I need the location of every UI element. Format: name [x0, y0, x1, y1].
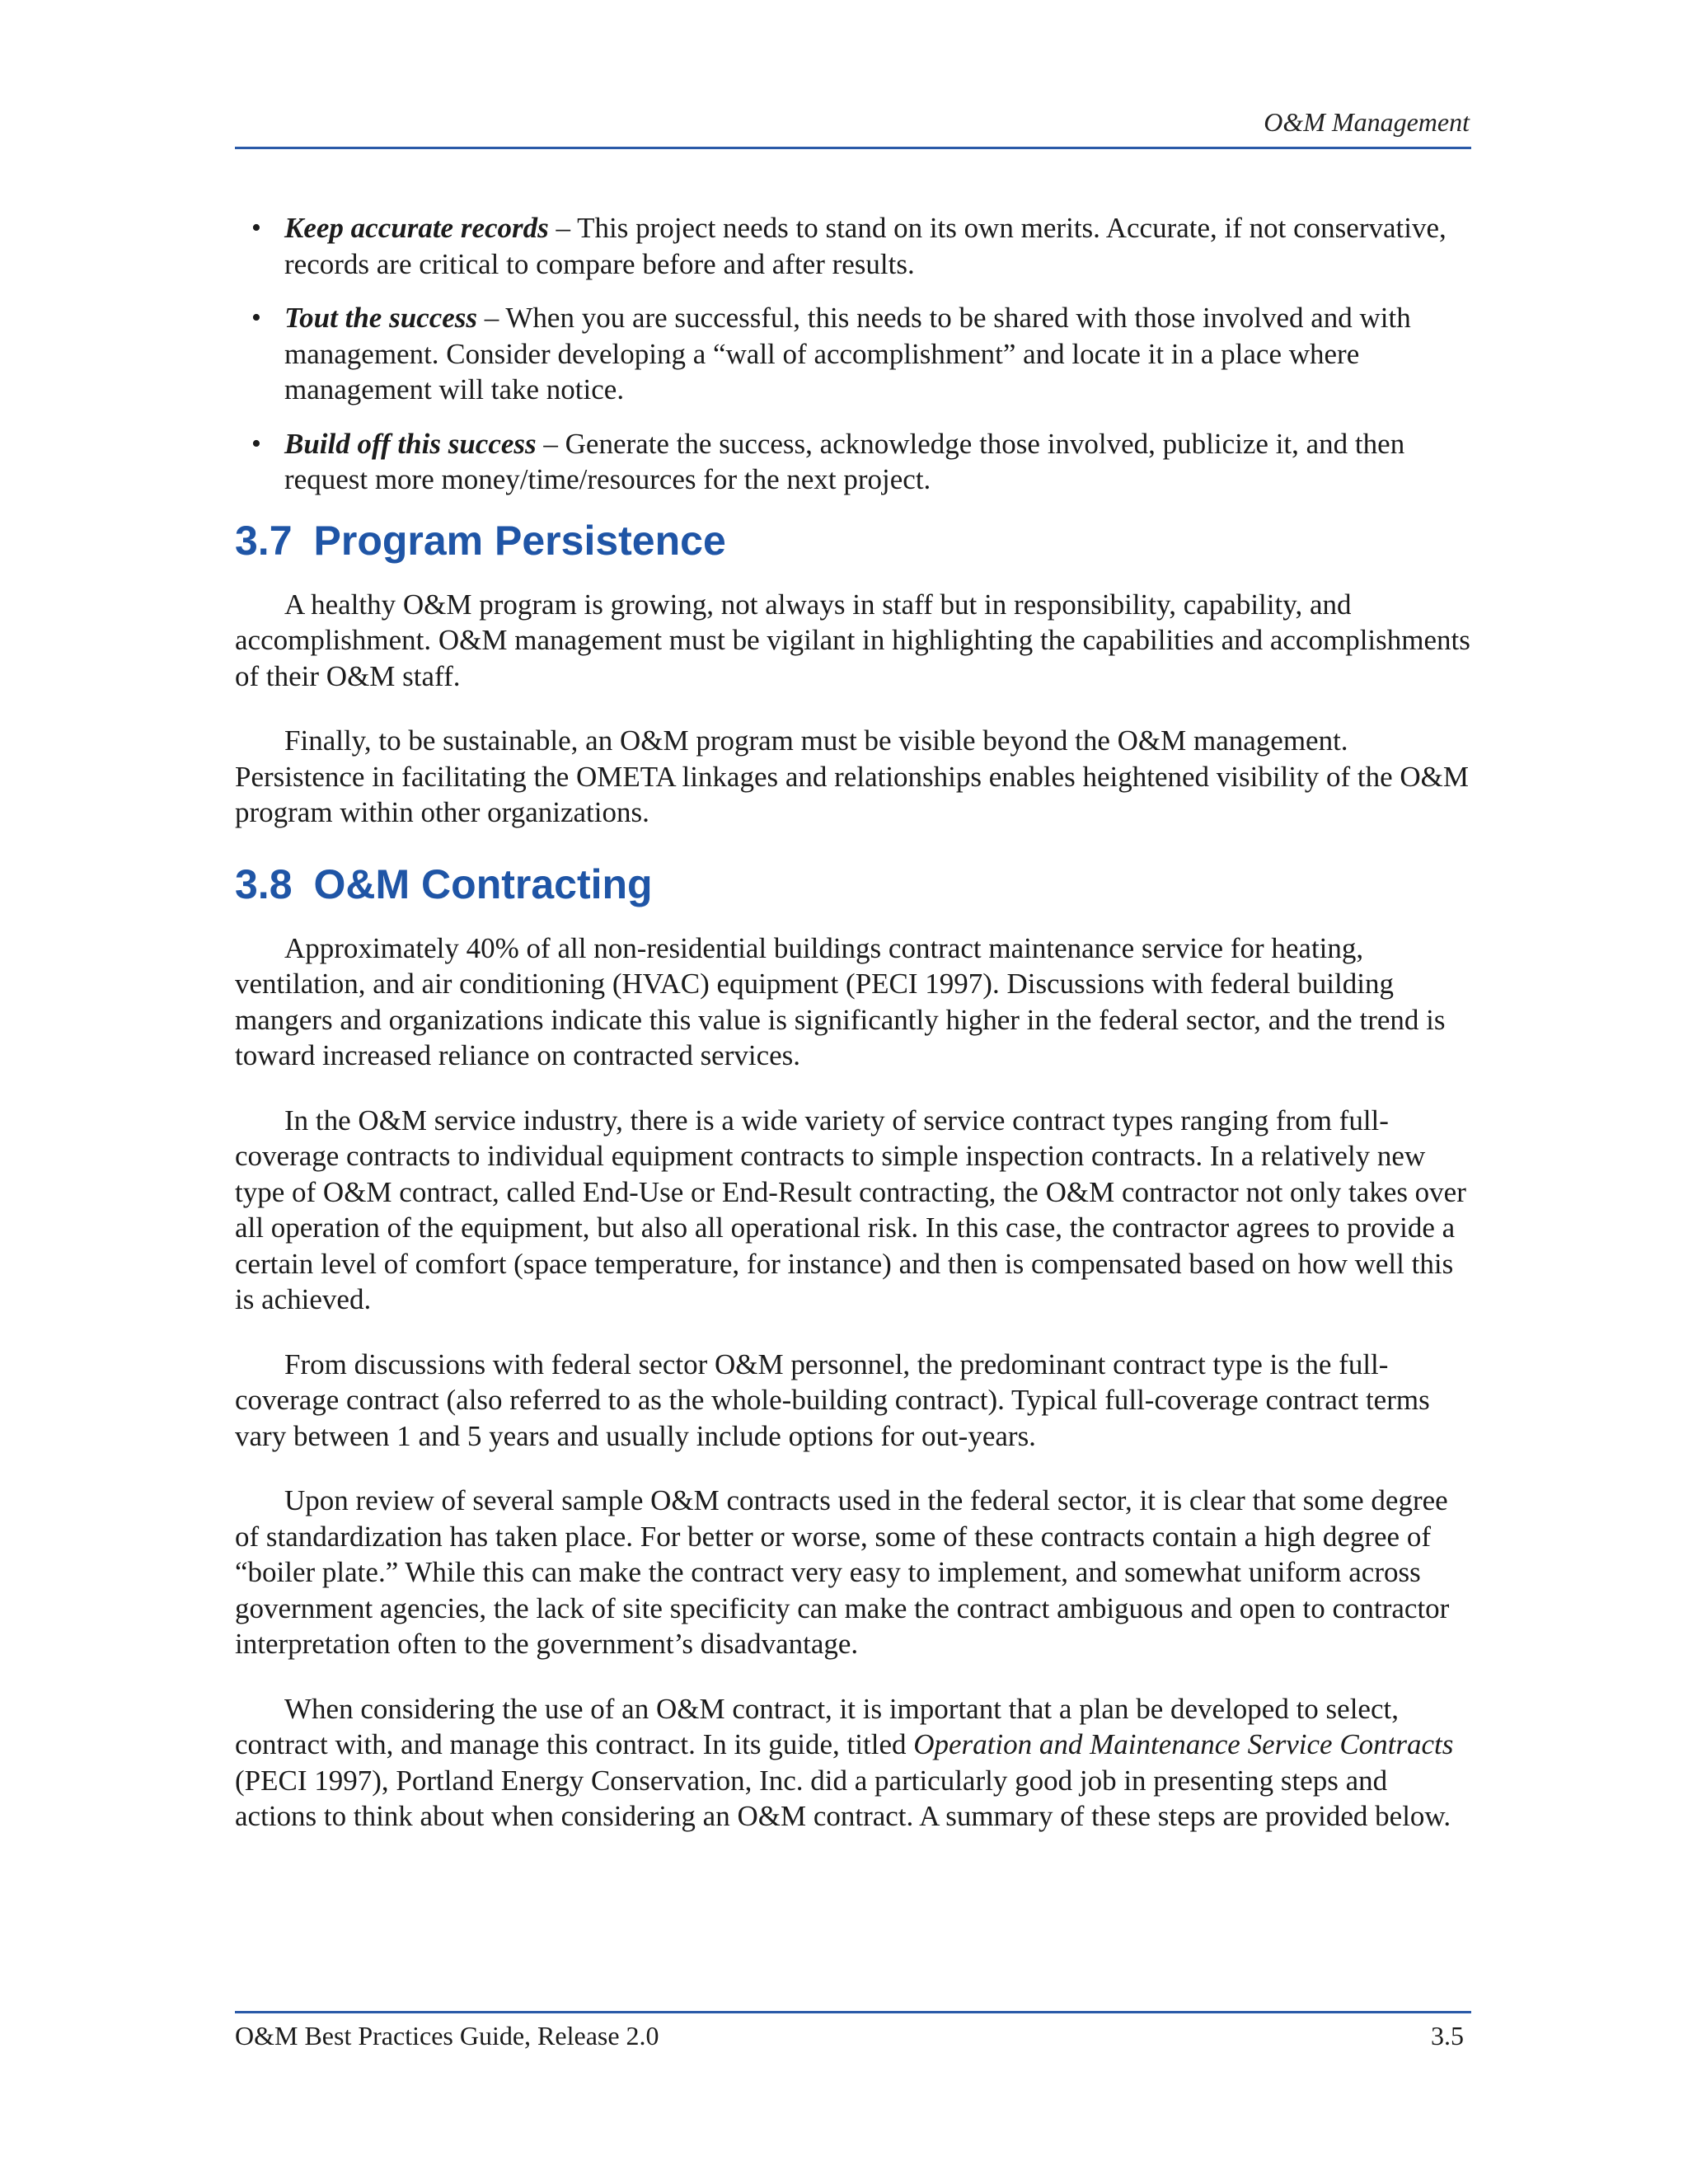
list-item — [235, 210, 1471, 282]
paragraph: Approximately 40% of all non-residential buildings contract maintenance service for heating, ventilation, and air conditioning (HVAC) equipment (PECI 1997). Discussions with federal building mangers and organizations indicate this value is significantly higher in the federal sector, and the trend is toward increased reliance on contracted services. — [235, 931, 1446, 1071]
paragraph: From discussions with federal sector O&M personnel, the predominant contract type is the full-coverage contract (also referred to as the whole-building contract). Typical full-coverage contract terms vary between 1 and 5 years and usually include options for out-years. — [235, 1347, 1430, 1452]
paragraph-with-citation — [235, 1691, 1471, 1835]
bullet-lead: Keep accurate records — [284, 212, 549, 244]
cited-title: Operation and Maintenance Service Contracts — [913, 1728, 1454, 1760]
bullet-lead: Tout the success — [284, 302, 478, 334]
section-number: 3.7 — [235, 517, 293, 564]
section-heading-3-7 — [235, 516, 1471, 565]
bullet-separator: – — [536, 427, 565, 460]
section-title: O&M Contracting — [313, 860, 653, 907]
paragraph: A healthy O&M program is growing, not always in staff but in responsibility, capability, and accomplishment. O&M management must be vigilant in highlighting the capabilities and accomplishments of their O&M staff. — [235, 588, 1470, 692]
paragraph: Finally, to be sustainable, an O&M program must be visible beyond the O&M management. Persistence in facilitating the OMETA linkages and relationships enables heightened visibility of the O&M program within other organizations. — [235, 724, 1470, 828]
bullet-icon: • — [251, 213, 261, 243]
page-number: 3.5 — [1431, 2021, 1464, 2050]
footer-rule — [235, 2011, 1471, 2013]
section-number: 3.8 — [235, 860, 293, 907]
list-item — [235, 426, 1471, 498]
bullet-icon: • — [251, 302, 261, 333]
running-header: O&M Management — [1264, 107, 1470, 137]
bullet-text: Generate the success, acknowledge those involved, publicize it, and then request more money/time/resources for the next project. — [284, 427, 1405, 495]
bullet-lead: Build off this success — [284, 427, 537, 460]
page-content — [235, 210, 1471, 1863]
list-item — [235, 300, 1471, 408]
bullet-list — [235, 210, 1471, 498]
bullet-text: This project needs to stand on its own merits. Accurate, if not conservative, records are critical to compare before and after results. — [284, 212, 1447, 280]
footer-guide-title: O&M Best Practices Guide, Release 2.0 — [235, 2021, 659, 2050]
bullet-separator: – — [548, 212, 578, 244]
paragraph-text: (PECI 1997), Portland Energy Conservation, Inc. did a particularly good job in presenting steps and actions to think about when considering an O&M contract. A summary of these steps are provided below. — [235, 1764, 1451, 1832]
paragraph: Upon review of several sample O&M contracts used in the federal sector, it is clear that some degree of standardization has taken place. For better or worse, some of these contracts contain a high degree of “boiler plate.” While this can make the contract very easy to implement, and somewhat uniform across government agencies, the lack of site specificity can make the contract ambiguous and open to contractor interpretation often to the government’s disadvantage. — [235, 1484, 1450, 1660]
bullet-separator: – — [477, 302, 506, 334]
paragraph: In the O&M service industry, there is a wide variety of service contract types ranging from full-coverage contracts to individual equipment contracts to simple inspection contracts. In a relatively new type of O&M contract, called End-Use or End-Result contracting, the O&M contractor not only takes over all operation of the equipment, but also all operational risk. In this case, the contractor agrees to provide a certain level of comfort (space temperature, for instance) and then is compensated based on how well this is achieved. — [235, 1104, 1466, 1315]
section-heading-3-8 — [235, 860, 1471, 909]
section-title: Program Persistence — [313, 517, 726, 564]
bullet-icon: • — [251, 428, 261, 459]
paragraph-text: When considering the use of an O&M contract, it is important that a plan be developed to select, contract with, and manage this contract. In its guide, titled — [235, 1692, 1399, 1760]
bullet-text: When you are successful, this needs to be shared with those involved and with management. Consider developing a “wall of accomplishment” and locate it in a place where management will take notice. — [284, 302, 1411, 405]
header-rule — [235, 147, 1471, 149]
